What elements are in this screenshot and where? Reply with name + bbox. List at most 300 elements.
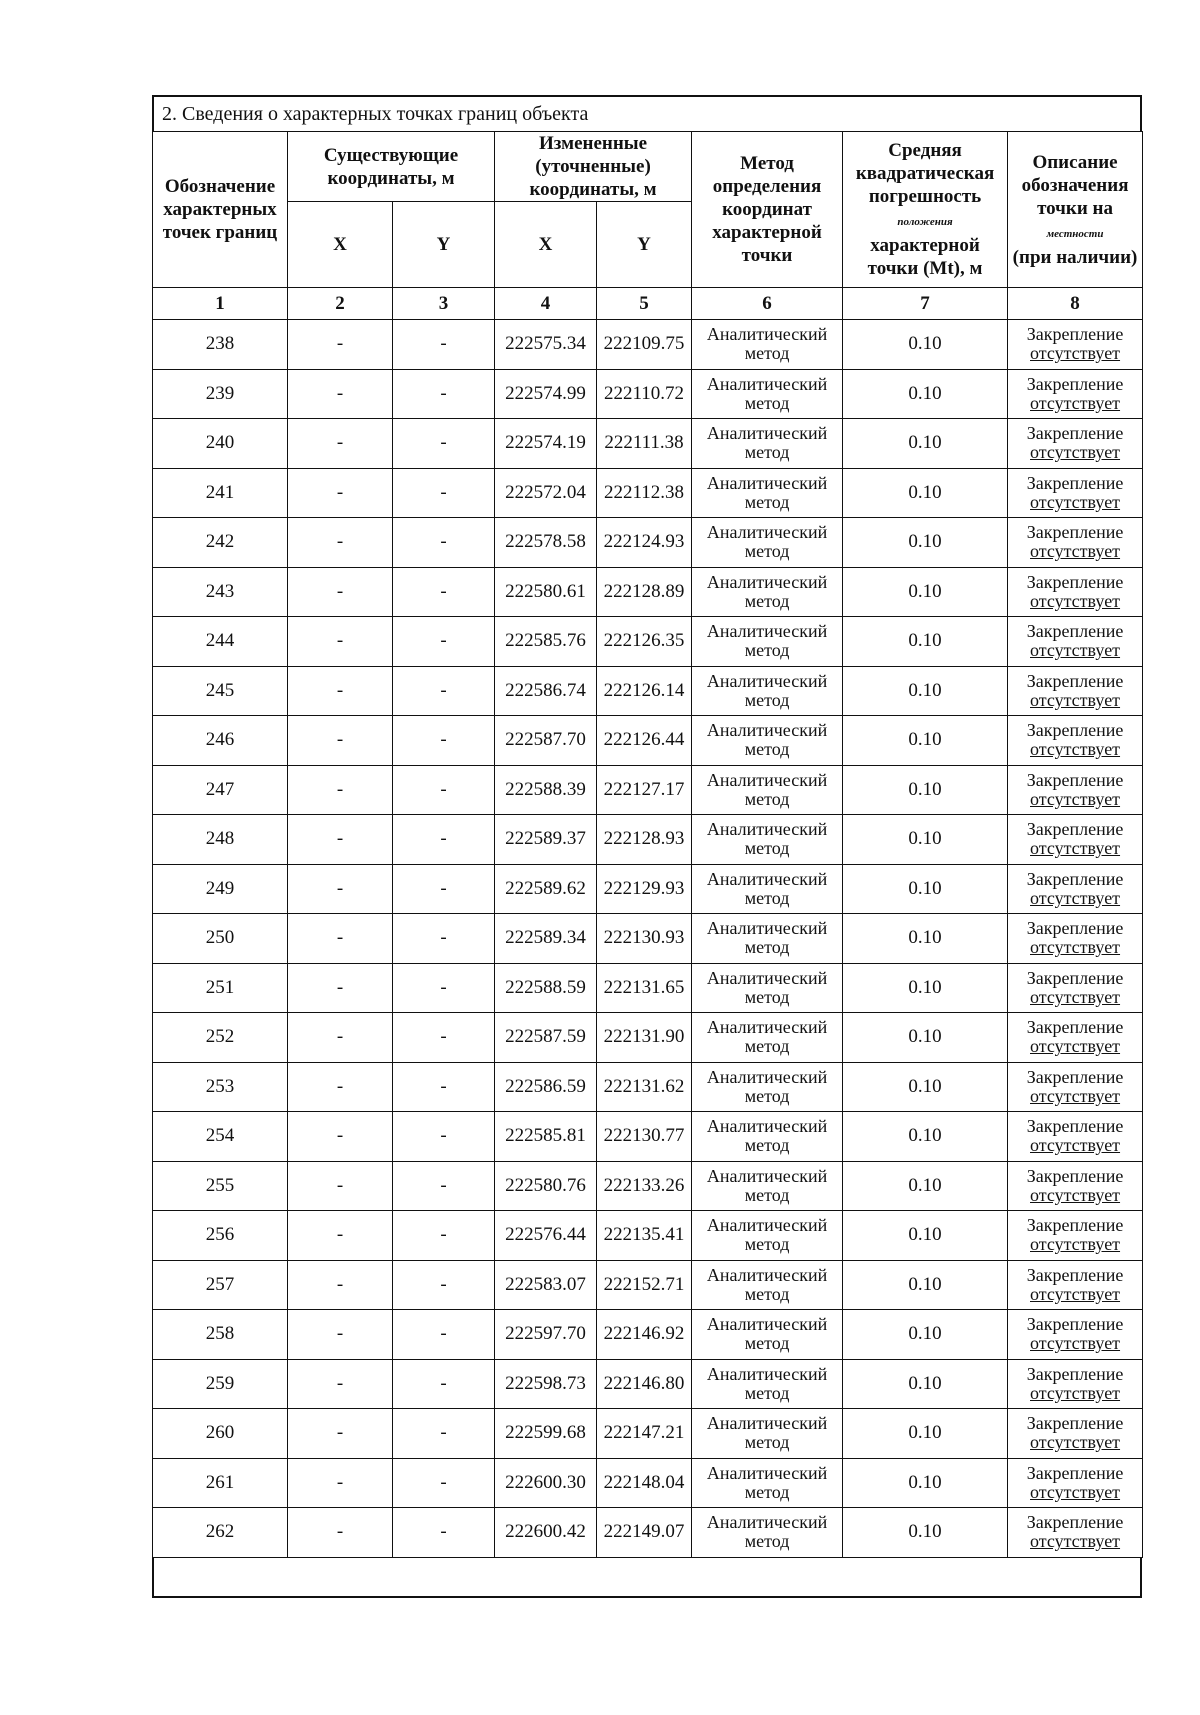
description-cell — [1008, 1112, 1143, 1162]
error-cell: 0.10 — [843, 468, 1008, 518]
method-line: Аналитический — [706, 324, 828, 345]
error-cell: 0.10 — [843, 864, 1008, 914]
method-cell — [692, 1013, 843, 1063]
description-line: отсутствует — [1030, 1382, 1121, 1403]
method-line: метод — [744, 1531, 790, 1552]
existing-y-cell: - — [393, 567, 495, 617]
method-line: Аналитический — [706, 373, 828, 394]
existing-y-cell: - — [393, 1359, 495, 1409]
description-line: Закрепление — [1026, 1363, 1124, 1384]
changed-x-cell: 222589.37 — [495, 815, 597, 865]
changed-y-cell: 222146.92 — [597, 1310, 692, 1360]
header-error-small: положения — [897, 216, 953, 228]
method-line: Аналитический — [706, 423, 828, 444]
existing-x-cell: - — [288, 1062, 393, 1112]
method-line: Аналитический — [706, 1165, 828, 1186]
changed-x-cell: 222587.70 — [495, 716, 597, 766]
method-cell — [692, 468, 843, 518]
description-line: отсутствует — [1030, 1333, 1121, 1354]
method-line: метод — [744, 1135, 790, 1156]
existing-x-cell: - — [288, 1211, 393, 1261]
description-cell — [1008, 666, 1143, 716]
changed-y-cell: 222147.21 — [597, 1409, 692, 1459]
changed-x-cell: 222572.04 — [495, 468, 597, 518]
header-changed-coords: Измененные (уточненные) координаты, м — [495, 132, 692, 202]
point-id-cell: 240 — [153, 419, 288, 469]
point-id-cell: 248 — [153, 815, 288, 865]
existing-y-cell: - — [393, 518, 495, 568]
description-cell — [1008, 1458, 1143, 1508]
method-cell — [692, 914, 843, 964]
point-id-cell: 247 — [153, 765, 288, 815]
method-line: Аналитический — [706, 1066, 828, 1087]
error-cell: 0.10 — [843, 1508, 1008, 1558]
changed-y-cell: 222131.65 — [597, 963, 692, 1013]
method-cell — [692, 617, 843, 667]
changed-y-cell: 222124.93 — [597, 518, 692, 568]
description-line: Закрепление — [1026, 1314, 1124, 1335]
table-row — [153, 518, 1143, 568]
description-cell — [1008, 765, 1143, 815]
method-line: метод — [744, 1184, 790, 1205]
method-cell — [692, 815, 843, 865]
section-title: 2. Сведения о характерных точках границ объекта — [152, 95, 1142, 131]
method-cell — [692, 1310, 843, 1360]
changed-x-cell: 222586.59 — [495, 1062, 597, 1112]
point-id-cell: 238 — [153, 320, 288, 370]
error-cell: 0.10 — [843, 320, 1008, 370]
description-line: отсутствует — [1030, 1036, 1121, 1057]
description-line: отсутствует — [1030, 541, 1121, 562]
header-desc-line1: Описание обозначения точки на — [1021, 151, 1129, 219]
changed-y-cell: 222128.93 — [597, 815, 692, 865]
description-line: отсутствует — [1030, 788, 1121, 809]
method-line: Аналитический — [706, 720, 828, 741]
existing-x-cell: - — [288, 567, 393, 617]
method-cell — [692, 1260, 843, 1310]
description-line: Закрепление — [1026, 324, 1124, 345]
description-line: Закрепление — [1026, 1413, 1124, 1434]
existing-y-cell: - — [393, 617, 495, 667]
method-line: метод — [744, 788, 790, 809]
method-line: метод — [744, 937, 790, 958]
method-line: Аналитический — [706, 819, 828, 840]
point-id-cell: 244 — [153, 617, 288, 667]
column-number: 4 — [495, 288, 597, 320]
existing-x-cell: - — [288, 815, 393, 865]
method-cell — [692, 666, 843, 716]
method-cell — [692, 963, 843, 1013]
description-line: Закрепление — [1026, 373, 1124, 394]
table-row — [153, 617, 1143, 667]
existing-x-cell: - — [288, 1359, 393, 1409]
header-description — [1008, 132, 1143, 288]
changed-x-cell: 222589.62 — [495, 864, 597, 914]
point-id-cell: 260 — [153, 1409, 288, 1459]
description-cell — [1008, 1260, 1143, 1310]
description-line: Закрепление — [1026, 1215, 1124, 1236]
existing-y-cell: - — [393, 1409, 495, 1459]
header-desc-line2: (при наличии) — [1012, 246, 1138, 268]
method-cell — [692, 1359, 843, 1409]
description-line: отсутствует — [1030, 1432, 1121, 1453]
table-row — [153, 914, 1143, 964]
changed-y-cell: 222131.62 — [597, 1062, 692, 1112]
point-id-cell: 254 — [153, 1112, 288, 1162]
method-line: метод — [744, 1333, 790, 1354]
method-cell — [692, 864, 843, 914]
method-line: Аналитический — [706, 868, 828, 889]
method-line: Аналитический — [706, 1363, 828, 1384]
existing-x-cell: - — [288, 1409, 393, 1459]
existing-x-cell: - — [288, 518, 393, 568]
method-line: метод — [744, 1085, 790, 1106]
method-cell — [692, 1062, 843, 1112]
description-line: Закрепление — [1026, 472, 1124, 493]
description-line: Закрепление — [1026, 1462, 1124, 1483]
column-number: 8 — [1008, 288, 1143, 320]
header-changed-x: X — [495, 202, 597, 288]
existing-x-cell: - — [288, 963, 393, 1013]
changed-y-cell: 222131.90 — [597, 1013, 692, 1063]
existing-y-cell: - — [393, 1161, 495, 1211]
table-row — [153, 1062, 1143, 1112]
point-id-cell: 250 — [153, 914, 288, 964]
existing-y-cell: - — [393, 765, 495, 815]
method-cell — [692, 419, 843, 469]
method-line: Аналитический — [706, 1413, 828, 1434]
column-number: 5 — [597, 288, 692, 320]
method-cell — [692, 716, 843, 766]
method-line: метод — [744, 442, 790, 463]
header-changed-y: Y — [597, 202, 692, 288]
changed-y-cell: 222112.38 — [597, 468, 692, 518]
changed-x-cell: 222599.68 — [495, 1409, 597, 1459]
description-line: Закрепление — [1026, 868, 1124, 889]
header-existing-y: Y — [393, 202, 495, 288]
point-id-cell: 242 — [153, 518, 288, 568]
document-sheet — [152, 95, 1142, 1598]
error-cell: 0.10 — [843, 963, 1008, 1013]
table-row — [153, 666, 1143, 716]
point-id-cell: 245 — [153, 666, 288, 716]
description-cell — [1008, 1409, 1143, 1459]
point-id-cell: 258 — [153, 1310, 288, 1360]
changed-x-cell: 222580.76 — [495, 1161, 597, 1211]
method-line: Аналитический — [706, 1462, 828, 1483]
header-error-line1: Средняя квадратическая погрешность — [855, 140, 995, 207]
table-row — [153, 1013, 1143, 1063]
method-line: метод — [744, 1283, 790, 1304]
description-line: отсутствует — [1030, 590, 1121, 611]
description-line: Закрепление — [1026, 1066, 1124, 1087]
error-cell: 0.10 — [843, 765, 1008, 815]
changed-x-cell: 222598.73 — [495, 1359, 597, 1409]
header-desc-small: местности — [1046, 227, 1104, 240]
table-row — [153, 963, 1143, 1013]
changed-y-cell: 222109.75 — [597, 320, 692, 370]
description-line: Закрепление — [1026, 1264, 1124, 1285]
point-id-cell: 239 — [153, 369, 288, 419]
changed-x-cell: 222589.34 — [495, 914, 597, 964]
changed-y-cell: 222130.93 — [597, 914, 692, 964]
method-cell — [692, 1112, 843, 1162]
description-line: отсутствует — [1030, 392, 1121, 413]
changed-x-cell: 222588.59 — [495, 963, 597, 1013]
description-cell — [1008, 567, 1143, 617]
point-id-cell: 251 — [153, 963, 288, 1013]
changed-y-cell: 222135.41 — [597, 1211, 692, 1261]
description-line: отсутствует — [1030, 689, 1121, 710]
changed-x-cell: 222578.58 — [495, 518, 597, 568]
changed-y-cell: 222129.93 — [597, 864, 692, 914]
existing-y-cell: - — [393, 1458, 495, 1508]
description-cell — [1008, 864, 1143, 914]
error-cell: 0.10 — [843, 1161, 1008, 1211]
existing-x-cell: - — [288, 716, 393, 766]
method-line: Аналитический — [706, 967, 828, 988]
method-cell — [692, 1211, 843, 1261]
method-line: метод — [744, 887, 790, 908]
description-cell — [1008, 518, 1143, 568]
existing-y-cell: - — [393, 864, 495, 914]
existing-y-cell: - — [393, 963, 495, 1013]
description-line: отсутствует — [1030, 986, 1121, 1007]
method-cell — [692, 567, 843, 617]
method-cell — [692, 1508, 843, 1558]
existing-y-cell: - — [393, 1062, 495, 1112]
error-cell: 0.10 — [843, 567, 1008, 617]
description-line: Закрепление — [1026, 967, 1124, 988]
description-cell — [1008, 1508, 1143, 1558]
error-cell: 0.10 — [843, 1458, 1008, 1508]
method-line: Аналитический — [706, 621, 828, 642]
header-method: Метод определения координат характерной точки — [692, 132, 843, 288]
method-line: метод — [744, 1036, 790, 1057]
point-id-cell: 259 — [153, 1359, 288, 1409]
point-id-cell: 261 — [153, 1458, 288, 1508]
method-line: Аналитический — [706, 522, 828, 543]
existing-y-cell: - — [393, 914, 495, 964]
table-row — [153, 1409, 1143, 1459]
description-line: Закрепление — [1026, 720, 1124, 741]
method-line: метод — [744, 689, 790, 710]
changed-y-cell: 222133.26 — [597, 1161, 692, 1211]
method-line: Аналитический — [706, 918, 828, 939]
description-line: Закрепление — [1026, 1017, 1124, 1038]
description-cell — [1008, 1013, 1143, 1063]
method-cell — [692, 1458, 843, 1508]
existing-x-cell: - — [288, 1161, 393, 1211]
description-line: Закрепление — [1026, 423, 1124, 444]
header-existing-x: X — [288, 202, 393, 288]
column-number: 6 — [692, 288, 843, 320]
changed-x-cell: 222583.07 — [495, 1260, 597, 1310]
point-id-cell: 262 — [153, 1508, 288, 1558]
description-cell — [1008, 914, 1143, 964]
changed-x-cell: 222575.34 — [495, 320, 597, 370]
existing-x-cell: - — [288, 419, 393, 469]
description-line: отсутствует — [1030, 1531, 1121, 1552]
points-table-body — [153, 320, 1143, 1558]
existing-x-cell: - — [288, 1260, 393, 1310]
existing-x-cell: - — [288, 320, 393, 370]
existing-x-cell: - — [288, 1310, 393, 1360]
existing-y-cell: - — [393, 716, 495, 766]
description-line: отсутствует — [1030, 937, 1121, 958]
error-cell: 0.10 — [843, 518, 1008, 568]
table-row — [153, 320, 1143, 370]
description-line: отсутствует — [1030, 1481, 1121, 1502]
table-row — [153, 1161, 1143, 1211]
description-line: отсутствует — [1030, 491, 1121, 512]
description-line: отсутствует — [1030, 640, 1121, 661]
points-table — [152, 131, 1143, 1558]
changed-x-cell: 222574.99 — [495, 369, 597, 419]
existing-y-cell: - — [393, 1211, 495, 1261]
table-row — [153, 1310, 1143, 1360]
error-cell: 0.10 — [843, 617, 1008, 667]
changed-y-cell: 222130.77 — [597, 1112, 692, 1162]
existing-y-cell: - — [393, 815, 495, 865]
error-cell: 0.10 — [843, 815, 1008, 865]
method-cell — [692, 1161, 843, 1211]
point-id-cell: 252 — [153, 1013, 288, 1063]
method-line: метод — [744, 590, 790, 611]
method-line: метод — [744, 392, 790, 413]
method-line: Аналитический — [706, 769, 828, 790]
description-line: отсутствует — [1030, 1135, 1121, 1156]
existing-y-cell: - — [393, 666, 495, 716]
changed-x-cell: 222586.74 — [495, 666, 597, 716]
description-cell — [1008, 716, 1143, 766]
table-row — [153, 567, 1143, 617]
existing-y-cell: - — [393, 369, 495, 419]
description-line: отсутствует — [1030, 1234, 1121, 1255]
method-cell — [692, 765, 843, 815]
error-cell: 0.10 — [843, 369, 1008, 419]
description-cell — [1008, 1310, 1143, 1360]
description-cell — [1008, 1161, 1143, 1211]
method-line: метод — [744, 1432, 790, 1453]
changed-y-cell: 222111.38 — [597, 419, 692, 469]
existing-x-cell: - — [288, 1508, 393, 1558]
method-cell — [692, 320, 843, 370]
changed-y-cell: 222126.14 — [597, 666, 692, 716]
description-cell — [1008, 468, 1143, 518]
table-row — [153, 1458, 1143, 1508]
description-line: Закрепление — [1026, 670, 1124, 691]
existing-x-cell: - — [288, 765, 393, 815]
table-row — [153, 1112, 1143, 1162]
changed-y-cell: 222110.72 — [597, 369, 692, 419]
point-id-cell: 256 — [153, 1211, 288, 1261]
description-line: Закрепление — [1026, 1512, 1124, 1533]
existing-x-cell: - — [288, 468, 393, 518]
method-cell — [692, 518, 843, 568]
point-id-cell: 241 — [153, 468, 288, 518]
point-id-cell: 253 — [153, 1062, 288, 1112]
description-line: Закрепление — [1026, 522, 1124, 543]
changed-x-cell: 222587.59 — [495, 1013, 597, 1063]
changed-y-cell: 222126.35 — [597, 617, 692, 667]
table-row — [153, 864, 1143, 914]
existing-y-cell: - — [393, 1013, 495, 1063]
header-point-designation: Обозначение характерных точек границ — [153, 132, 288, 288]
description-line: Закрепление — [1026, 819, 1124, 840]
changed-x-cell: 222600.42 — [495, 1508, 597, 1558]
table-footer-row — [152, 1558, 1142, 1598]
description-cell — [1008, 1211, 1143, 1261]
existing-x-cell: - — [288, 1458, 393, 1508]
changed-y-cell: 222126.44 — [597, 716, 692, 766]
existing-x-cell: - — [288, 666, 393, 716]
point-id-cell: 243 — [153, 567, 288, 617]
error-cell: 0.10 — [843, 914, 1008, 964]
method-line: метод — [744, 1481, 790, 1502]
description-cell — [1008, 617, 1143, 667]
existing-y-cell: - — [393, 1508, 495, 1558]
column-number: 7 — [843, 288, 1008, 320]
existing-x-cell: - — [288, 1013, 393, 1063]
existing-x-cell: - — [288, 1112, 393, 1162]
method-line: Аналитический — [706, 472, 828, 493]
description-line: Закрепление — [1026, 918, 1124, 939]
description-line: Закрепление — [1026, 769, 1124, 790]
description-line: отсутствует — [1030, 1283, 1121, 1304]
method-line: Аналитический — [706, 571, 828, 592]
error-cell: 0.10 — [843, 666, 1008, 716]
error-cell: 0.10 — [843, 1409, 1008, 1459]
header-error — [843, 132, 1008, 288]
existing-y-cell: - — [393, 419, 495, 469]
existing-x-cell: - — [288, 617, 393, 667]
description-line: Закрепление — [1026, 1116, 1124, 1137]
error-cell: 0.10 — [843, 1310, 1008, 1360]
description-cell — [1008, 963, 1143, 1013]
changed-x-cell: 222585.76 — [495, 617, 597, 667]
error-cell: 0.10 — [843, 716, 1008, 766]
method-line: метод — [744, 491, 790, 512]
description-line: отсутствует — [1030, 343, 1121, 364]
table-row — [153, 815, 1143, 865]
description-cell — [1008, 1359, 1143, 1409]
changed-y-cell: 222148.04 — [597, 1458, 692, 1508]
method-line: Аналитический — [706, 1314, 828, 1335]
method-line: метод — [744, 838, 790, 859]
method-cell — [692, 369, 843, 419]
description-line: отсутствует — [1030, 887, 1121, 908]
error-cell: 0.10 — [843, 1211, 1008, 1261]
method-line: Аналитический — [706, 1264, 828, 1285]
method-line: метод — [744, 541, 790, 562]
error-cell: 0.10 — [843, 1260, 1008, 1310]
description-line: Закрепление — [1026, 621, 1124, 642]
method-line: Аналитический — [706, 1017, 828, 1038]
description-cell — [1008, 815, 1143, 865]
changed-y-cell: 222152.71 — [597, 1260, 692, 1310]
description-line: отсутствует — [1030, 442, 1121, 463]
error-cell: 0.10 — [843, 1062, 1008, 1112]
changed-y-cell: 222128.89 — [597, 567, 692, 617]
existing-x-cell: - — [288, 914, 393, 964]
description-cell — [1008, 419, 1143, 469]
column-number: 1 — [153, 288, 288, 320]
point-id-cell: 249 — [153, 864, 288, 914]
table-row — [153, 1508, 1143, 1558]
header-existing-coords: Существующие координаты, м — [288, 132, 495, 202]
method-line: метод — [744, 640, 790, 661]
